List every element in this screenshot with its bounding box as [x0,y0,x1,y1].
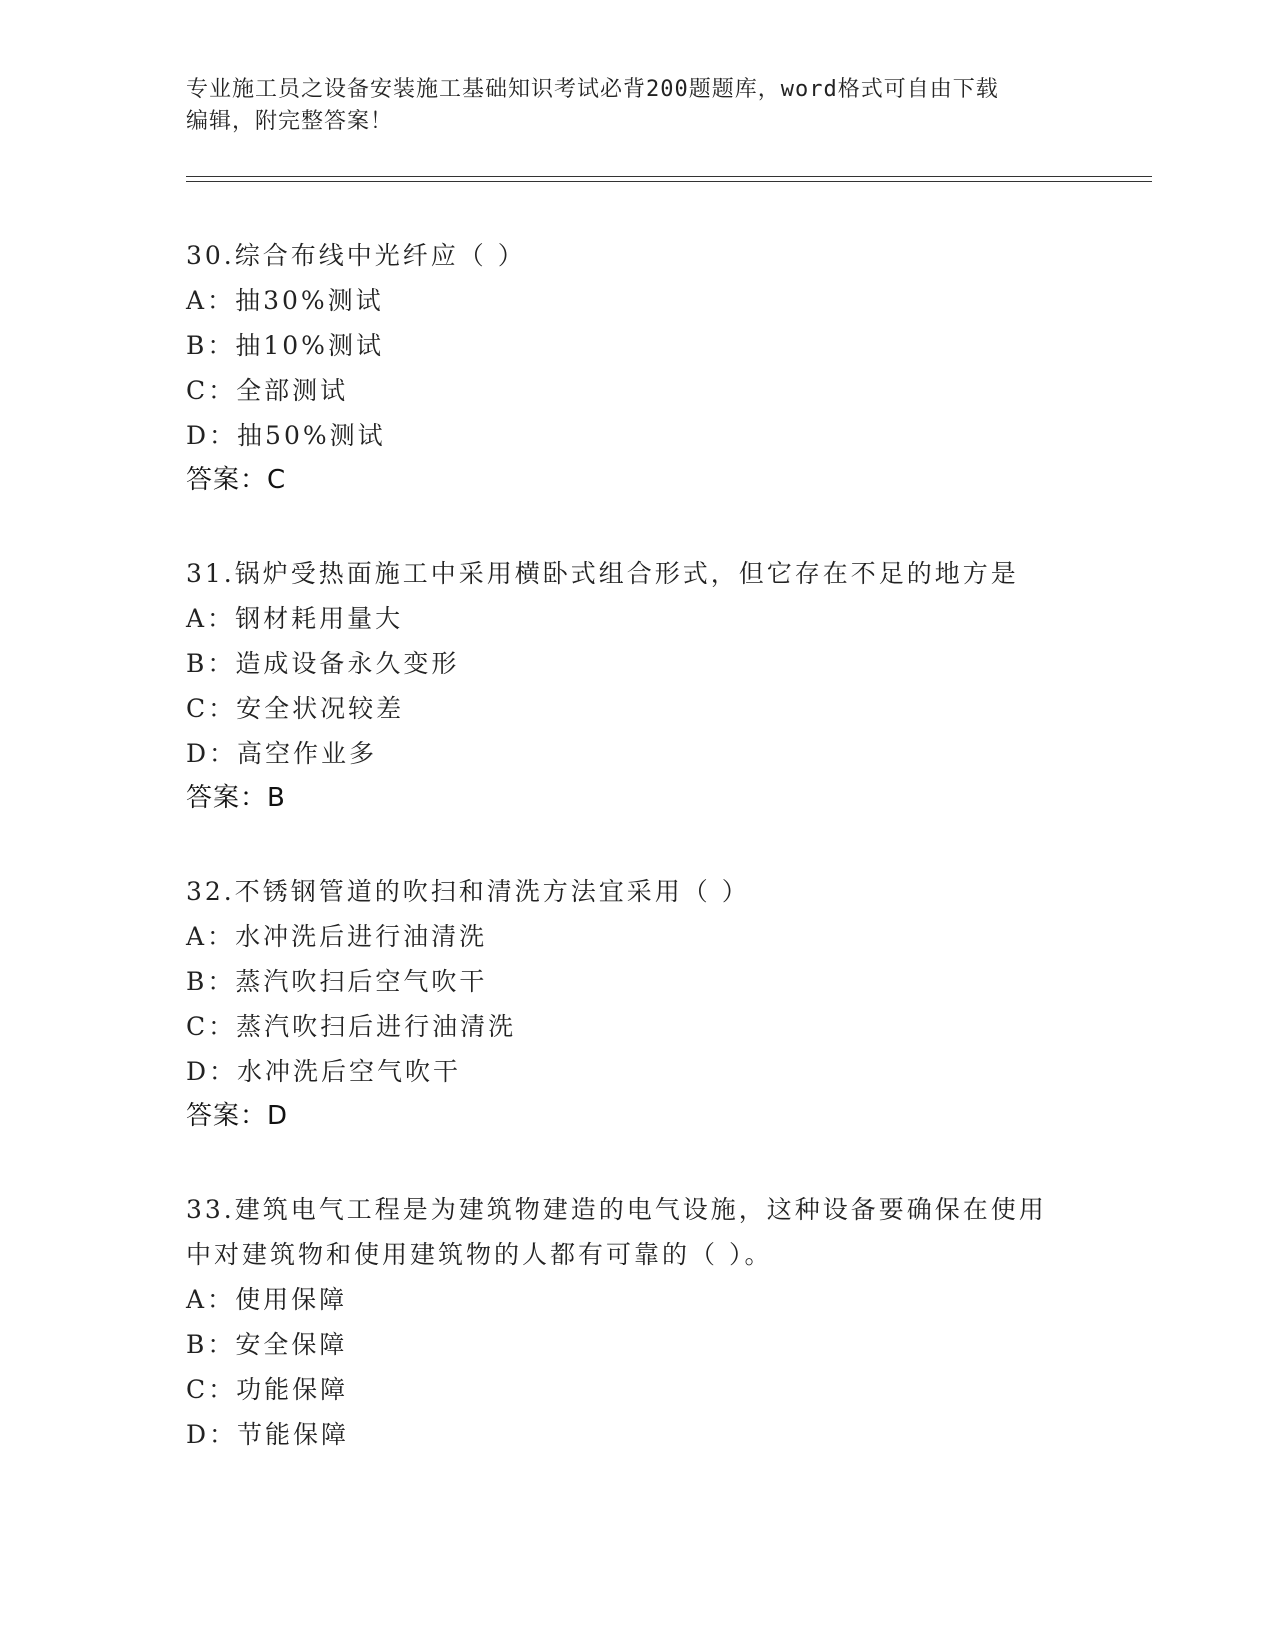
question-title-line-2: 中对建筑物和使用建筑物的人都有可靠的（ ）。 [186,1240,773,1269]
header-line-1: 专业施工员之设备安装施工基础知识考试必背200题题库，word格式可自由下载 [186,77,999,102]
option-a [186,914,1086,959]
option-text: 全部测试 [236,376,349,405]
option-c [186,368,1086,413]
option-c [186,686,1086,731]
option-b [186,959,1086,1004]
option-d [186,1049,1086,1094]
answer-line: 答案：C [186,465,287,495]
option-d [186,1412,1086,1457]
option-letter: D： [186,1057,238,1086]
question-31 [186,551,1086,821]
option-text: 使用保障 [235,1285,348,1314]
option-text: 抽30%测试 [235,286,384,315]
option-b [186,641,1086,686]
option-text: 功能保障 [236,1375,349,1404]
option-a [186,1277,1086,1322]
option-text: 高空作业多 [237,739,378,768]
answer-line: 答案：B [186,783,286,813]
option-c [186,1004,1086,1049]
option-d [186,731,1086,776]
option-letter: C： [186,376,237,405]
question-33 [186,1187,1086,1457]
document-header [186,74,1066,138]
option-text: 钢材耗用量大 [235,604,404,633]
option-text: 蒸汽吹扫后空气吹干 [235,967,488,996]
option-d [186,413,1086,458]
option-letter: D： [186,739,238,768]
answer-line: 答案：D [186,1101,289,1131]
option-letter: A： [186,1285,236,1314]
question-title: 31.锅炉受热面施工中采用横卧式组合形式，但它存在不足的地方是 [186,559,1019,588]
question-32 [186,869,1086,1139]
option-letter: B： [186,331,236,360]
option-text: 节能保障 [237,1420,350,1449]
question-title: 30.综合布线中光纤应（ ） [186,241,526,270]
option-b [186,1322,1086,1367]
option-letter: D： [186,421,238,450]
option-letter: C： [186,694,237,723]
option-letter: C： [186,1375,237,1404]
question-title-line-1: 33.建筑电气工程是为建筑物建造的电气设施，这种设备要确保在使用 [186,1195,1047,1224]
option-text: 抽50%测试 [237,421,386,450]
option-a [186,596,1086,641]
option-text: 安全状况较差 [236,694,405,723]
header-line-2: 编辑，附完整答案！ [186,109,394,134]
option-letter: A： [186,286,236,315]
header-divider-bottom [186,181,1152,182]
option-text: 水冲洗后进行油清洗 [235,922,488,951]
option-text: 抽10%测试 [235,331,384,360]
option-letter: B： [186,1330,236,1359]
option-text: 水冲洗后空气吹干 [237,1057,462,1086]
option-b [186,323,1086,368]
option-text: 安全保障 [235,1330,348,1359]
option-text: 造成设备永久变形 [235,649,460,678]
question-title: 32.不锈钢管道的吹扫和清洗方法宜采用（ ） [186,877,750,906]
option-letter: D： [186,1420,238,1449]
option-letter: C： [186,1012,237,1041]
option-text: 蒸汽吹扫后进行油清洗 [236,1012,517,1041]
option-letter: B： [186,967,236,996]
option-letter: A： [186,604,236,633]
option-a [186,278,1086,323]
header-divider-top [186,176,1152,177]
option-c [186,1367,1086,1412]
option-letter: B： [186,649,236,678]
question-30 [186,233,1086,503]
option-letter: A： [186,922,236,951]
